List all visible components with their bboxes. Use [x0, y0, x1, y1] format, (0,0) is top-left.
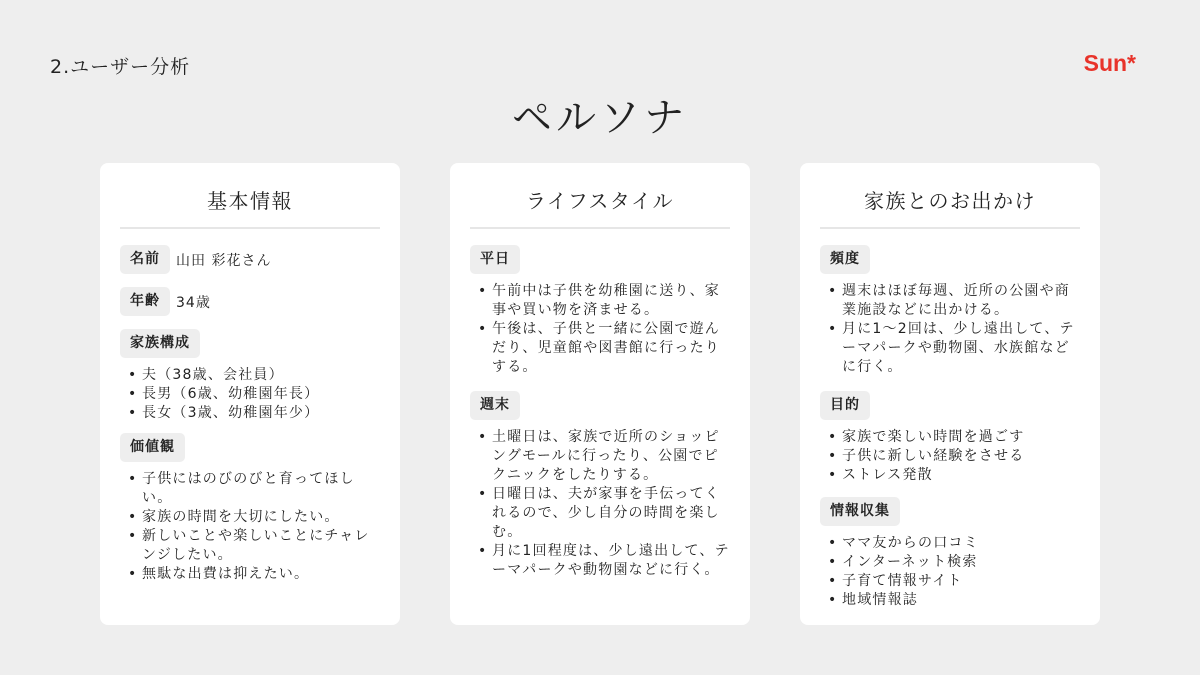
- name-tag: 名前: [120, 245, 170, 274]
- persona-cards: [100, 163, 1100, 625]
- list-item: • 週末はほぼ毎週、近所の公園や商業施設などに出かける。: [828, 282, 1080, 320]
- weekday-group: [470, 245, 730, 377]
- weekend-list: [470, 428, 730, 580]
- family-tag: 家族構成: [120, 329, 200, 358]
- card-title: 基本情報: [120, 183, 380, 229]
- weekday-list: [470, 282, 730, 377]
- purpose-list: [820, 428, 1080, 485]
- list-item: • 子供にはのびのびと育ってほしい。: [128, 470, 380, 508]
- age-value: 34歳: [176, 294, 211, 311]
- section-title: 2.ユーザー分析: [50, 56, 191, 78]
- list-item: • 子供に新しい経験をさせる: [828, 447, 1080, 466]
- list-item: • 月に1回程度は、少し遠出して、テーマパークや動物園などに行く。: [478, 542, 730, 580]
- purpose-tag: 目的: [820, 391, 870, 420]
- info-list: [820, 534, 1080, 610]
- family-list: [120, 366, 380, 423]
- values-tag: 価値観: [120, 433, 185, 462]
- frequency-tag: 頻度: [820, 245, 870, 274]
- info-tag: 情報収集: [820, 497, 900, 526]
- list-item: • 子育て情報サイト: [828, 572, 1080, 591]
- list-item: • 地域情報誌: [828, 591, 1080, 610]
- brand-logo: Sun*: [1083, 50, 1136, 76]
- list-item: • 日曜日は、夫が家事を手伝ってくれるので、少し自分の時間を楽しむ。: [478, 485, 730, 542]
- family-outing-card: [800, 163, 1100, 625]
- basic-info-card: [100, 163, 400, 625]
- list-item: • 夫（38歳、会社員）: [128, 366, 380, 385]
- list-item: • 家族で楽しい時間を過ごす: [828, 428, 1080, 447]
- name-value: 山田 彩花さん: [176, 252, 272, 269]
- list-item: • 新しいことや楽しいことにチャレンジしたい。: [128, 527, 380, 565]
- values-list: [120, 470, 380, 584]
- family-group: [120, 329, 380, 423]
- list-item: • 月に1〜2回は、少し遠出して、テーマパークや動物園、水族館などに行く。: [828, 320, 1080, 377]
- page-title: ペルソナ: [512, 95, 688, 141]
- lifestyle-card: [450, 163, 750, 625]
- card-title: 家族とのお出かけ: [820, 183, 1080, 229]
- weekend-group: [470, 391, 730, 580]
- list-item: • 土曜日は、家族で近所のショッピングモールに行ったり、公園でピクニックをしたりする。: [478, 428, 730, 485]
- age-row: [120, 287, 380, 316]
- list-item: • ストレス発散: [828, 466, 1080, 485]
- list-item: • 無駄な出費は抑えたい。: [128, 565, 380, 584]
- card-title: ライフスタイル: [470, 183, 730, 229]
- list-item: • 長男（6歳、幼稚園年長）: [128, 385, 380, 404]
- list-item: • インターネット検索: [828, 553, 1080, 572]
- purpose-group: [820, 391, 1080, 485]
- weekday-tag: 平日: [470, 245, 520, 274]
- info-group: [820, 497, 1080, 610]
- age-tag: 年齢: [120, 287, 170, 316]
- list-item: • 午後は、子供と一緒に公園で遊んだり、児童館や図書館に行ったりする。: [478, 320, 730, 377]
- frequency-list: [820, 282, 1080, 377]
- list-item: • 家族の時間を大切にしたい。: [128, 508, 380, 527]
- name-row: [120, 245, 380, 274]
- list-item: • 長女（3歳、幼稚園年少）: [128, 404, 380, 423]
- list-item: • 午前中は子供を幼稚園に送り、家事や買い物を済ませる。: [478, 282, 730, 320]
- list-item: • ママ友からの口コミ: [828, 534, 1080, 553]
- values-group: [120, 433, 380, 584]
- weekend-tag: 週末: [470, 391, 520, 420]
- frequency-group: [820, 245, 1080, 377]
